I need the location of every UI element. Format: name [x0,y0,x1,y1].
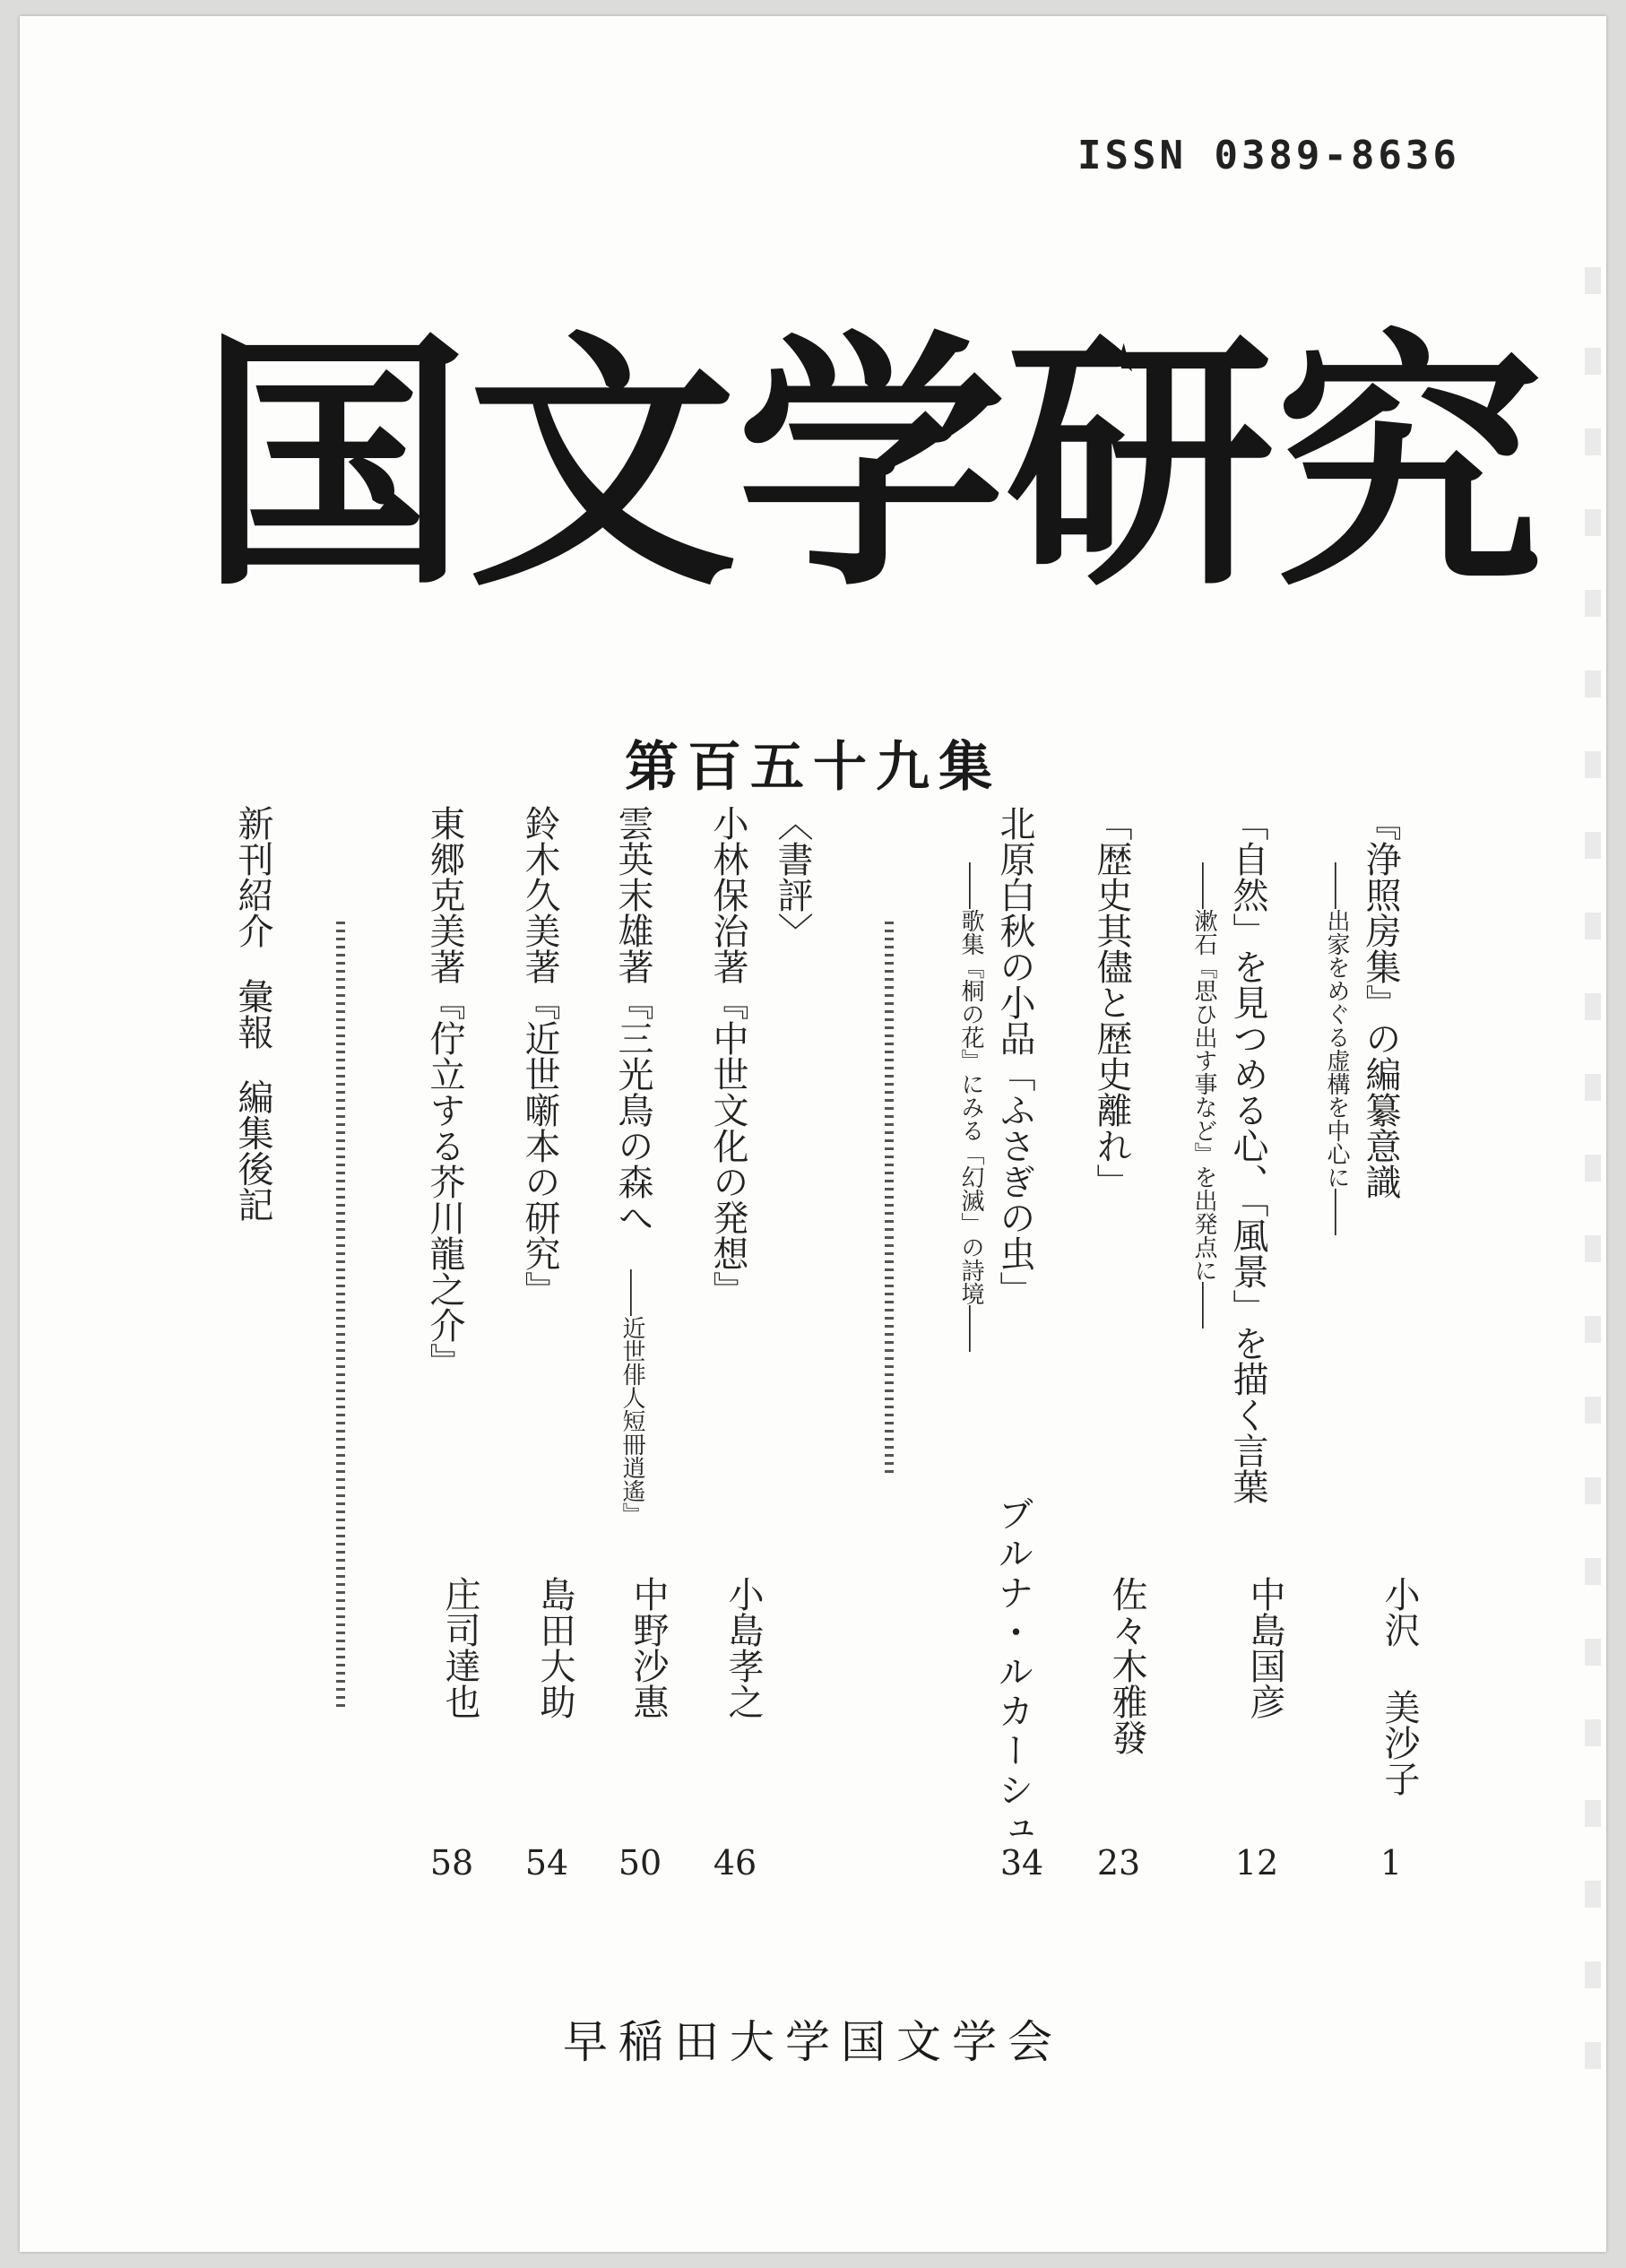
review-author-3: 島田大助 [534,1576,575,1719]
article-subtitle-2: ――漱石『思ひ出す事など』を出発点に―― [1190,862,1217,1329]
review-title-1: 小林保治著『中世文化の発想』 [707,805,748,1307]
page-number-4: 34 [999,1843,1044,1883]
review-page-2: 50 [618,1843,662,1883]
page-number-3: 23 [1096,1843,1141,1883]
review-subtitle-2: ――近世俳人短冊逍遙』 [618,1269,645,1526]
issn-number: ISSN 0389-8636 [1077,133,1460,178]
issue-number: 第百五十九集 [625,736,1001,799]
article-title-4: 北原白秋の小品「ふさぎの虫」 [994,805,1035,1307]
review-page-1: 46 [713,1843,757,1883]
author-4: ブルナ・ルカーシュ [992,1495,1034,1850]
article-subtitle-1: ――出家をめぐる虚構を中心に―― [1323,862,1350,1235]
wavy-separator-right [885,922,894,1477]
article-title-2: 「自然」を見つめる心、「風景」を描く言葉 [1227,805,1268,1504]
review-author-4: 庄司達也 [439,1576,480,1719]
bleed-through-text [1585,267,1601,2091]
journal-cover [20,16,1606,2252]
article-title-1: 『浄照房集』の編纂意識 [1360,805,1401,1199]
wavy-separator-left [336,922,345,1710]
author-3: 佐々木雅發 [1106,1576,1147,1755]
page-number-2: 12 [1234,1843,1279,1883]
review-title-4: 東郷克美著『佇立する芥川龍之介』 [424,805,465,1379]
author-2: 中島国彦 [1244,1576,1285,1719]
review-heading: 〈書評〉 [772,805,813,948]
review-page-4: 58 [429,1843,474,1883]
misc-contents: 新刊紹介 彙報 編集後記 [232,805,273,1223]
author-1: 小沢 美沙子 [1379,1576,1420,1796]
review-title-3: 鈴木久美著『近世噺本の研究』 [519,805,560,1307]
article-subtitle-4: ――歌集『桐の花』にみる「幻滅」の詩境―― [957,862,984,1352]
review-page-3: 54 [524,1843,569,1883]
review-title-2: 雲英末雄著『三光鳥の森へ [612,805,653,1235]
review-author-1: 小島孝之 [722,1576,764,1719]
article-title-3: 「歴史其儘と歴史離れ」 [1091,805,1132,1199]
review-author-2: 中野沙惠 [627,1576,669,1719]
publisher-name: 早稲田大学国文学会 [563,2016,1063,2068]
page-number-1: 1 [1380,1843,1403,1883]
journal-title: 国文学研究 [199,306,1544,622]
